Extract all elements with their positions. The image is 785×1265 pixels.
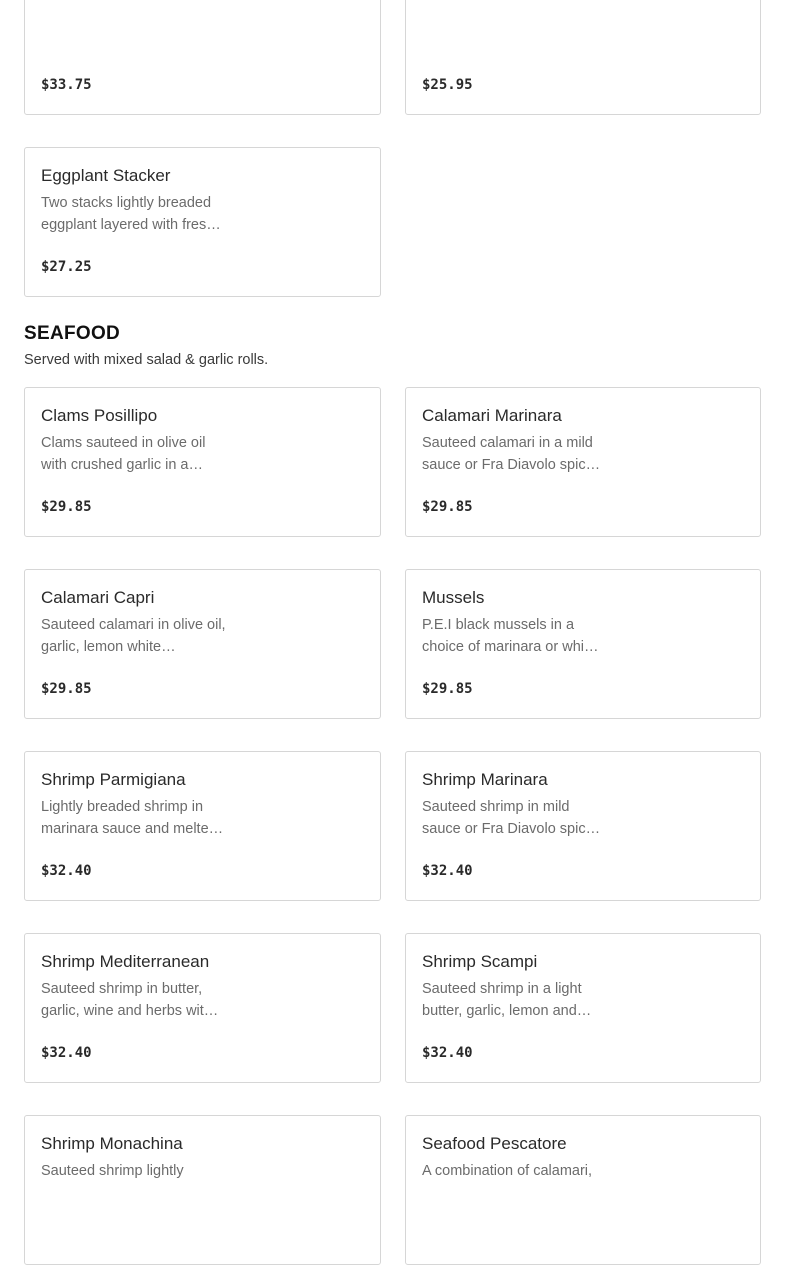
- menu-item-card-mussels[interactable]: [405, 569, 761, 719]
- menu-item-card[interactable]: [405, 0, 761, 115]
- seafood-grid: [24, 387, 761, 1265]
- menu-item-card[interactable]: [24, 0, 381, 115]
- menu-item-card-shrimp-parmigiana[interactable]: [24, 751, 381, 901]
- menu-item-card-clams-posillipo[interactable]: [24, 387, 381, 537]
- menu-item-price: $32.40: [41, 863, 92, 879]
- menu-item-price: $29.85: [41, 499, 92, 515]
- menu-item-name: Shrimp Mediterranean: [41, 952, 210, 971]
- menu-item-card-shrimp-mediterranean[interactable]: [24, 933, 381, 1083]
- menu-item-name: Shrimp Monachina: [41, 1134, 183, 1153]
- previous-section-grid: [24, 0, 761, 297]
- section-subtitle: Served with mixed salad & garlic rolls.: [24, 352, 269, 368]
- menu-item-price: $29.85: [422, 681, 473, 697]
- menu-item-description: Lightly breaded shrimp in marinara sauce and melte…: [41, 799, 224, 837]
- menu-item-price: $32.40: [41, 1045, 92, 1061]
- menu-item-description: Sauteed shrimp lightly: [41, 1163, 184, 1179]
- menu-item-name: Clams Posillipo: [41, 406, 158, 425]
- seafood-section-header: [24, 323, 761, 369]
- menu-item-price: $32.40: [422, 863, 473, 879]
- menu-item-description: Two stacks lightly breaded eggplant layered with fres…: [41, 195, 221, 233]
- menu-item-name: Seafood Pescatore: [422, 1134, 567, 1153]
- menu-item-card-eggplant-stacker[interactable]: [24, 147, 381, 297]
- menu-content: [24, 0, 761, 1265]
- menu-item-name: Shrimp Scampi: [422, 952, 538, 971]
- menu-item-description: Sauteed calamari in a mild sauce or Fra Diavolo spic…: [422, 435, 601, 473]
- menu-item-price: $27.25: [41, 259, 92, 275]
- menu-item-name: Calamari Capri: [41, 588, 155, 607]
- menu-item-name: Mussels: [422, 588, 485, 607]
- menu-item-name: Shrimp Marinara: [422, 770, 548, 789]
- menu-item-price: $29.85: [41, 681, 92, 697]
- menu-item-description: A combination of calamari,: [422, 1163, 593, 1179]
- menu-item-description: Clams sauteed in olive oil with crushed garlic in a…: [41, 435, 206, 473]
- menu-item-price: $33.75: [41, 77, 92, 93]
- menu-item-name: Calamari Marinara: [422, 406, 562, 425]
- menu-item-card-shrimp-scampi[interactable]: [405, 933, 761, 1083]
- menu-item-name: Eggplant Stacker: [41, 166, 171, 185]
- menu-item-name: Shrimp Parmigiana: [41, 770, 186, 789]
- menu-item-card-seafood-pescatore[interactable]: [405, 1115, 761, 1265]
- menu-item-price: $29.85: [422, 499, 473, 515]
- menu-item-card-calamari-capri[interactable]: [24, 569, 381, 719]
- menu-item-description: P.E.I black mussels in a choice of marinara or whi…: [422, 617, 599, 655]
- menu-item-description: Sauteed shrimp in mild sauce or Fra Diavolo spic…: [422, 799, 601, 837]
- menu-item-description: Sauteed shrimp in butter, garlic, wine and herbs wit…: [41, 981, 219, 1019]
- menu-item-card-shrimp-monachina[interactable]: [24, 1115, 381, 1265]
- section-title: SEAFOOD: [24, 323, 121, 344]
- menu-item-card-shrimp-marinara[interactable]: [405, 751, 761, 901]
- menu-item-price: $25.95: [422, 77, 473, 93]
- menu-item-description: Sauteed calamari in olive oil, garlic, lemon white…: [41, 617, 226, 655]
- menu-item-card-calamari-marinara[interactable]: [405, 387, 761, 537]
- menu-item-price: $32.40: [422, 1045, 473, 1061]
- menu-item-description: Sauteed shrimp in a light butter, garlic, lemon and…: [422, 981, 592, 1019]
